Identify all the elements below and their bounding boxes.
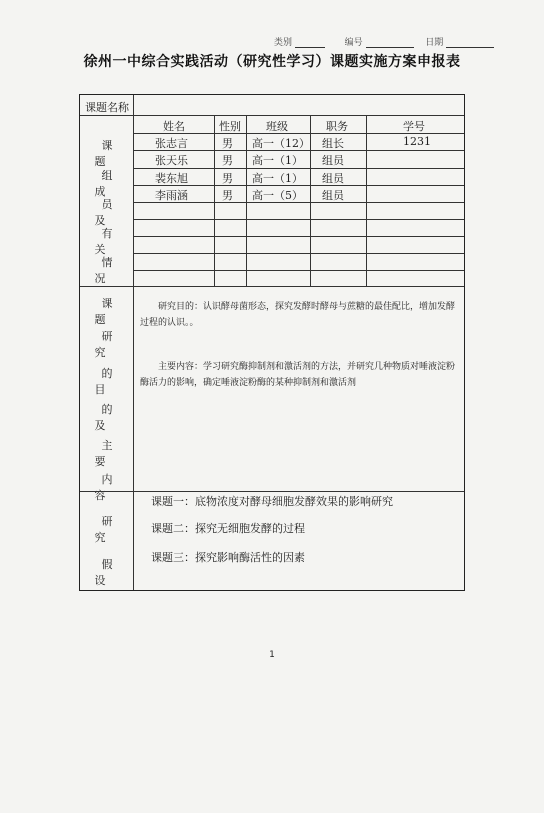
- category-label: 类别: [274, 38, 293, 48]
- member-name: 裴东旭: [155, 172, 188, 185]
- members-label-2: 组 成: [94, 169, 127, 198]
- purpose-label-3: 的 目: [94, 367, 127, 396]
- header-meta: [274, 35, 524, 48]
- col-gender-header: 性别: [219, 120, 241, 133]
- col-role-header: 职务: [326, 120, 348, 133]
- member-name: 张志言: [155, 137, 188, 150]
- member-class: 高一（12）: [252, 137, 310, 150]
- member-role: 组员: [322, 154, 344, 167]
- date-blank: [446, 38, 494, 48]
- members-label-3: 员 及: [94, 198, 127, 227]
- category-blank: [295, 38, 325, 48]
- purpose-label-6: 内 容: [94, 473, 127, 502]
- topic-name-label: 课题名称: [85, 101, 129, 114]
- purpose-label-1: 课 题: [94, 297, 127, 326]
- col-id-header: 学号: [403, 120, 425, 133]
- col-name-header: 姓名: [163, 120, 185, 133]
- date-label: 日期: [425, 38, 444, 48]
- members-label-1: 课 题: [94, 139, 127, 168]
- hypothesis-label-2: 假 设: [94, 558, 127, 587]
- purpose-label-4: 的 及: [94, 403, 127, 432]
- members-label-4: 有 关: [94, 227, 127, 256]
- topic-item: 课题二：探究无细胞发酵的过程: [151, 522, 305, 535]
- member-name: 李雨涵: [155, 189, 188, 202]
- purpose-label-2: 研 究: [94, 330, 127, 359]
- col-class-header: 班级: [266, 120, 288, 133]
- purpose-label-5: 主 要: [94, 439, 127, 468]
- member-gender: 男: [222, 137, 233, 150]
- member-role: 组员: [322, 189, 344, 202]
- member-class: 高一（1）: [252, 154, 303, 167]
- member-role: 组长: [322, 137, 344, 150]
- number-label: 编号: [344, 38, 363, 48]
- members-label-5: 情 况: [94, 256, 127, 285]
- member-gender: 男: [222, 172, 233, 185]
- member-gender: 男: [222, 154, 233, 167]
- member-id: 1231: [403, 135, 431, 148]
- page-number: 1: [269, 650, 275, 660]
- member-class: 高一（5）: [252, 189, 303, 202]
- hypothesis-label-1: 研 究: [94, 515, 127, 544]
- page-title: 徐州一中综合实践活动（研究性学习）课题实施方案申报表: [83, 54, 461, 70]
- topic-item: 课题三：探究影响酶活性的因素: [151, 551, 305, 564]
- member-class: 高一（1）: [252, 172, 303, 185]
- application-form: [79, 94, 465, 591]
- member-role: 组员: [322, 172, 344, 185]
- content-text: 主要内容：学习研究酶抑制剂和激活剂的方法，并研究几种物质对唾液淀粉酶活力的影响，确定唾液淀粉酶的某种抑制剂和激活剂: [140, 362, 456, 388]
- topic-item: 课题一：底物浓度对酵母细胞发酵效果的影响研究: [151, 495, 393, 508]
- purpose-text: 研究目的：认识酵母菌形态，探究发酵时酵母与蔗糖的最佳配比，增加发酵过程的认识。。: [140, 302, 456, 328]
- member-name: 张天乐: [155, 154, 188, 167]
- number-blank: [366, 38, 414, 48]
- member-gender: 男: [222, 189, 233, 202]
